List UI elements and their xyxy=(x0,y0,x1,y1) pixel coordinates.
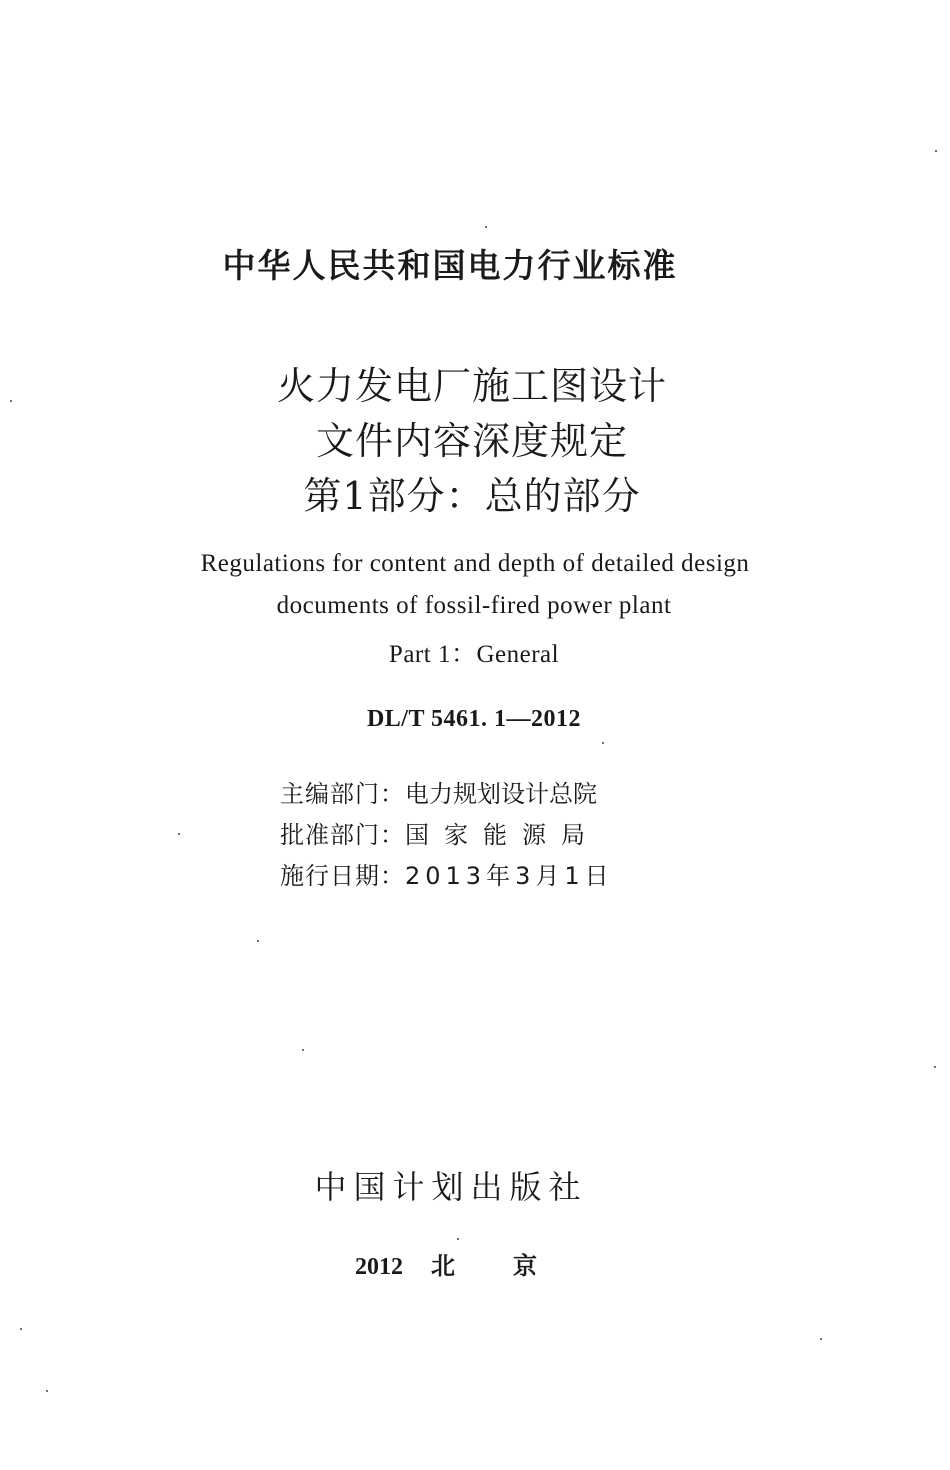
approver-department-value: 国家能源局 xyxy=(405,821,600,849)
approver-department-row xyxy=(280,815,600,850)
scan-speck xyxy=(257,940,259,942)
scan-speck xyxy=(935,150,937,152)
scan-speck xyxy=(10,400,12,402)
publication-year: 2012 xyxy=(355,1254,403,1280)
publication-city: 北京 xyxy=(431,1252,595,1280)
scan-speck xyxy=(302,1049,304,1051)
scan-speck xyxy=(457,1238,459,1240)
scan-speck xyxy=(46,1390,48,1392)
chinese-title-line-1: 火力发电厂施工图设计 xyxy=(276,364,667,408)
effective-date-label: 施行日期： xyxy=(280,862,405,890)
standard-number: DL/T 5461. 1—2012 xyxy=(366,706,582,732)
scan-speck xyxy=(934,1066,936,1068)
scan-speck xyxy=(20,1328,22,1330)
english-title-line-3: Part 1：General xyxy=(388,641,560,668)
chinese-title-line-3: 第1部分：总的部分 xyxy=(303,474,641,518)
editor-department-label: 主编部门： xyxy=(280,780,405,808)
english-title-line-1: Regulations for content and depth of detailed design xyxy=(200,550,750,577)
effective-date-value: 2013年3月1日 xyxy=(405,862,614,890)
editor-department-value: 电力规划设计总院 xyxy=(405,780,597,808)
scan-speck xyxy=(178,833,180,835)
publisher-name: 中国计划出版社 xyxy=(314,1168,588,1206)
approver-department-label: 批准部门： xyxy=(280,821,405,849)
english-title-line-2: documents of fossil-fired power plant xyxy=(276,592,672,619)
publication-place-year xyxy=(355,1246,595,1281)
chinese-title-line-2: 文件内容深度规定 xyxy=(315,419,628,463)
editor-department-row xyxy=(280,774,597,809)
scan-speck xyxy=(820,1338,822,1340)
scan-speck xyxy=(602,742,604,744)
effective-date-row xyxy=(280,856,614,891)
standard-category-title: 中华人民共和国电力行业标准 xyxy=(222,246,678,285)
scan-speck xyxy=(485,226,487,228)
